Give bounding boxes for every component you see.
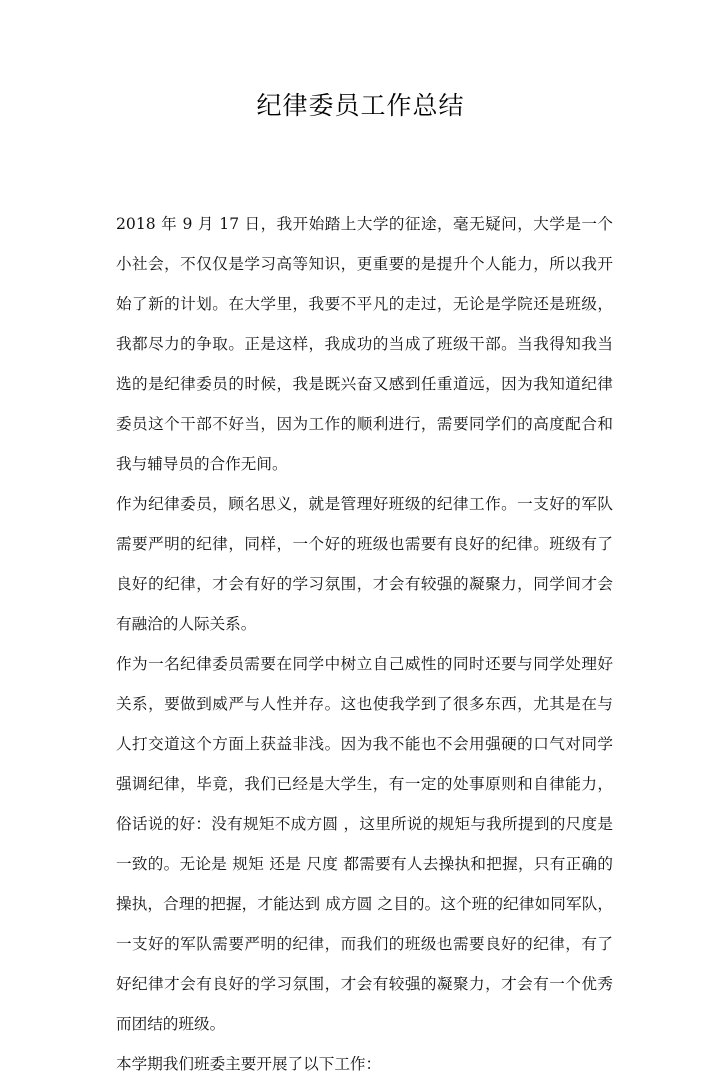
paragraph-4: 本学期我们班委主要开展了以下工作： — [116, 1055, 382, 1073]
paragraph-2: 作为纪律委员，顾名思义，就是管理好班级的纪律工作。一支好的军队需要严明的纪律，同样，一个好的班级也需要有良好的纪律。班级有了良好的纪律，才会有好的学习氛围，才会有较强的凝聚力，同学间才会有融洽的人际关系。 — [116, 495, 613, 633]
paragraph-3: 作为一名纪律委员需要在同学中树立自己威性的同时还要与同学处理好关系，要做到威严与人性并存。这也使我学到了很多东西，尤其是在与人打交道这个方面上获益非浅。因为我不能也不会用强硬的口气对同学强调纪律，毕竟，我们已经是大学生，有一定的处事原则和自律能力，俗话说的好：没有规矩不成方圆 ，这里所说的规矩与我所提到的尺度是一致的。无论是 规矩 还是 尺度 都需要有人去操执和把握，只有正确的操执，合理的把握，才能达到 成方圆 之目的。这个班的纪律如同军队，一支好的军队需要严明的纪律，而我们的班级也需要良好的纪律，有了好纪律才会有良好的学习氛围，才会有较强的凝聚力，才会有一个优秀而团结的班级。 — [116, 655, 613, 1033]
document-title: 纪律委员工作总结 — [256, 91, 465, 120]
paragraph-1: 2018 年 9 月 17 日，我开始踏上大学的征途，毫无疑问，大学是一个小社会，不仅仅是学习高等知识，更重要的是提升个人能力，所以我开始了新的计划。在大学里，我要不平凡的走过，无论是学院还是班级，我都尽力的争取。正是这样，我成功的当成了班级干部。当我得知我当选的是纪律委员的时候，我是既兴奋又感到任重道远，因为我知道纪律委员这个干部不好当，因为工作的顺利进行，需要同学们的高度配合和我与辅导员的合作无间。 — [116, 215, 613, 473]
document-body — [110, 204, 613, 1084]
